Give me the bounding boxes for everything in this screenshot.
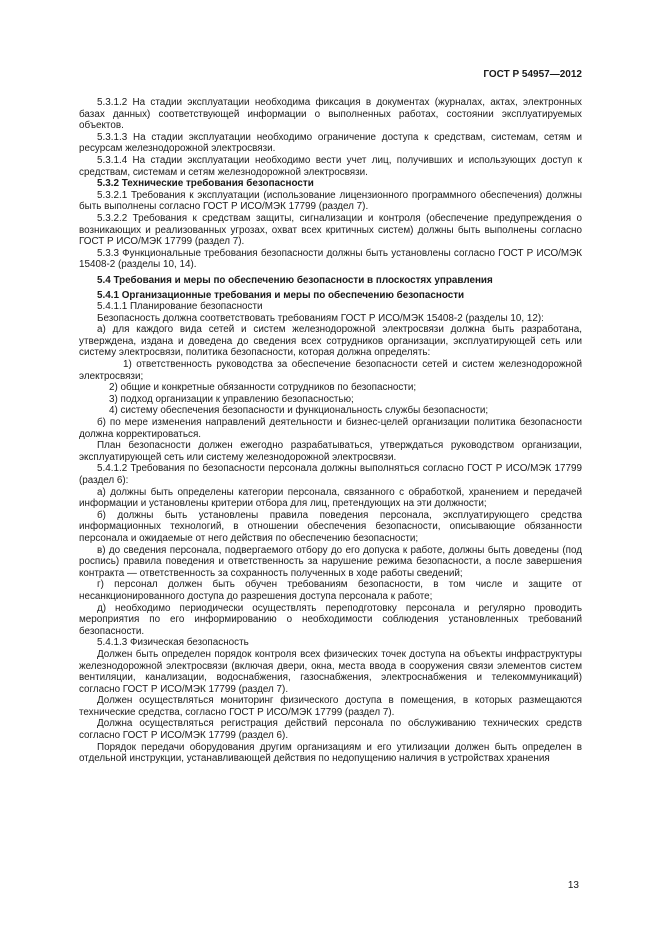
paragraph-registration: Должна осуществляться регистрация действий персонала по обслуживанию технических средств согласно ГОСТ Р ИСО/МЭК 17799 (раздел 6).: [79, 718, 582, 742]
document-body: [79, 97, 582, 765]
list-subitem-1: 1) ответственность руководства за обеспечение безопасности сетей и систем железнодорожной электросвязи;: [79, 359, 582, 382]
list-item-b-personnel: б) должны быть установлены правила поведения персонала, эксплуатирующего средства информационных технологий, в отношении обеспечения безопасности, описывающие обязанности персонала и ожидаемые от него действия по обеспечению безопасности;: [79, 509, 582, 544]
list-item-a-personnel: а) должны быть определены категории персонала, связанного с обработкой, хранением и передачей информации и установлены критерии отбора для лиц, претендующих на эти должности;: [79, 486, 582, 510]
paragraph-5-3-3: 5.3.3 Функциональные требования безопасности должны быть установлены согласно ГОСТ Р ИСО/МЭК 15408-2 (разделы 10, 14).: [79, 247, 582, 271]
list-item-g-personnel: г) персонал должен быть обучен требованиям безопасности, в том числе и защите от несанкционированного доступа до разрешения доступа персонала к работе;: [79, 579, 582, 602]
standard-code-header: ГОСТ Р 54957—2012: [483, 69, 582, 80]
paragraph-security-requirements: Безопасность должна соответствовать требованиям ГОСТ Р ИСО/МЭК 15408-2 (разделы 10, 12):: [97, 312, 544, 324]
paragraph-physical-access: Должен быть определен порядок контроля всех физических точек доступа на объекты инфраструктуры железнодорожной электросвязи (включая двери, окна, места ввода в сооружения связи элементов систем вентиляции, канализации, водоснабжения, газоснабжения, электроснабжения и телекоммуникаций) согласно ГОСТ Р ИСО/МЭК 17799 (раздел 7).: [79, 648, 582, 695]
heading-5-4-1: 5.4.1 Организационные требования и меры по обеспечению безопасности: [97, 289, 465, 301]
paragraph-5-3-1-2: 5.3.1.2 На стадии эксплуатации необходима фиксация в документах (журналах, актах, электронных базах данных) соответствующей информации о выполненных работах, состоянии эксплуатируемых объектов.: [79, 97, 582, 132]
paragraph-5-3-2-1: 5.3.2.1 Требования к эксплуатации (использование лицензионного программного обеспечения) должны быть выполнены согласно ГОСТ Р ИСО/МЭК 17799 (раздел 7).: [79, 189, 582, 213]
list-subitem-4: 4) систему обеспечения безопасности и функциональность службы безопасности;: [109, 405, 489, 417]
heading-5-3-2: 5.3.2 Технические требования безопасности: [97, 178, 314, 190]
paragraph-5-3-2-2: 5.3.2.2 Требования к средствам защиты, сигнализации и контроля (обеспечение предупреждения о возникающих и реализованных угрозах, охват всех критичных систем) должны быть выполнены согласно ГОСТ Р ИСО/МЭК 17799 (раздел 7).: [79, 212, 582, 248]
list-subitem-3: 3) подход организации к управлению безопасностью;: [109, 393, 354, 405]
list-item-b: б) по мере изменения направлений деятельности и бизнес-целей организации политика безопасности должна корректироваться.: [79, 417, 582, 440]
list-item-v-personnel: в) до сведения персонала, подвергаемого отбору до его допуска к работе, должны быть доведены (под роспись) правила поведения и ответственность за нарушение режима безопасности, а после завершения контракта — ответственность за сохранность полученных в ходе работы сведений;: [79, 544, 582, 579]
paragraph-security-plan: План безопасности должен ежегодно разрабатываться, утверждаться руководством организации, эксплуатирующей сеть или систему железнодорожной электросвязи.: [79, 440, 582, 463]
heading-5-4: 5.4 Требования и меры по обеспечению безопасности в плоскостях управления: [97, 274, 493, 286]
paragraph-equipment-transfer: Порядок передачи оборудования другим организациям и его утилизации должен быть определен в отдельной инструкции, устанавливающей действия по недопущению наличия в устройствах хранения: [79, 741, 582, 765]
paragraph-5-3-1-3: 5.3.1.3 На стадии эксплуатации необходимо ограничение доступа к средствам, системам, сетям и ресурсам железнодорожной электросвязи.: [79, 131, 582, 155]
heading-5-4-1-1: 5.4.1.1 Планирование безопасности: [97, 301, 263, 313]
list-item-a: а) для каждого вида сетей и систем железнодорожной электросвязи должна быть разработана, утверждена, издана и доведена до сведения всех сотрудников организации, эксплуатирующей сеть или систему электросвязи, политика безопасности, которая должна определять:: [79, 324, 582, 359]
paragraph-monitoring: Должен осуществляться мониторинг физического доступа в помещения, в которых размещаются технические средства, согласно ГОСТ Р ИСО/МЭК 17799 (раздел 7).: [79, 695, 582, 718]
paragraph-5-3-1-4: 5.3.1.4 На стадии эксплуатации необходимо вести учет лиц, получивших и использующих доступ к средствам, системам и сетям железнодорожной электросвязи.: [79, 154, 582, 178]
page-number: 13: [567, 880, 579, 891]
heading-5-4-1-3: 5.4.1.3 Физическая безопасность: [97, 637, 249, 649]
list-item-d-personnel: д) необходимо периодически осуществлять переподготовку персонала и регулярно проводить мероприятия по его информированию о необходимости соблюдения установленных требований безопасности.: [79, 602, 582, 637]
list-subitem-2: 2) общие и конкретные обязанности сотрудников по безопасности;: [109, 382, 417, 394]
paragraph-5-4-1-2: 5.4.1.2 Требования по безопасности персонала должны выполняться согласно ГОСТ Р ИСО/МЭК 17799 (раздел 6):: [79, 463, 582, 486]
